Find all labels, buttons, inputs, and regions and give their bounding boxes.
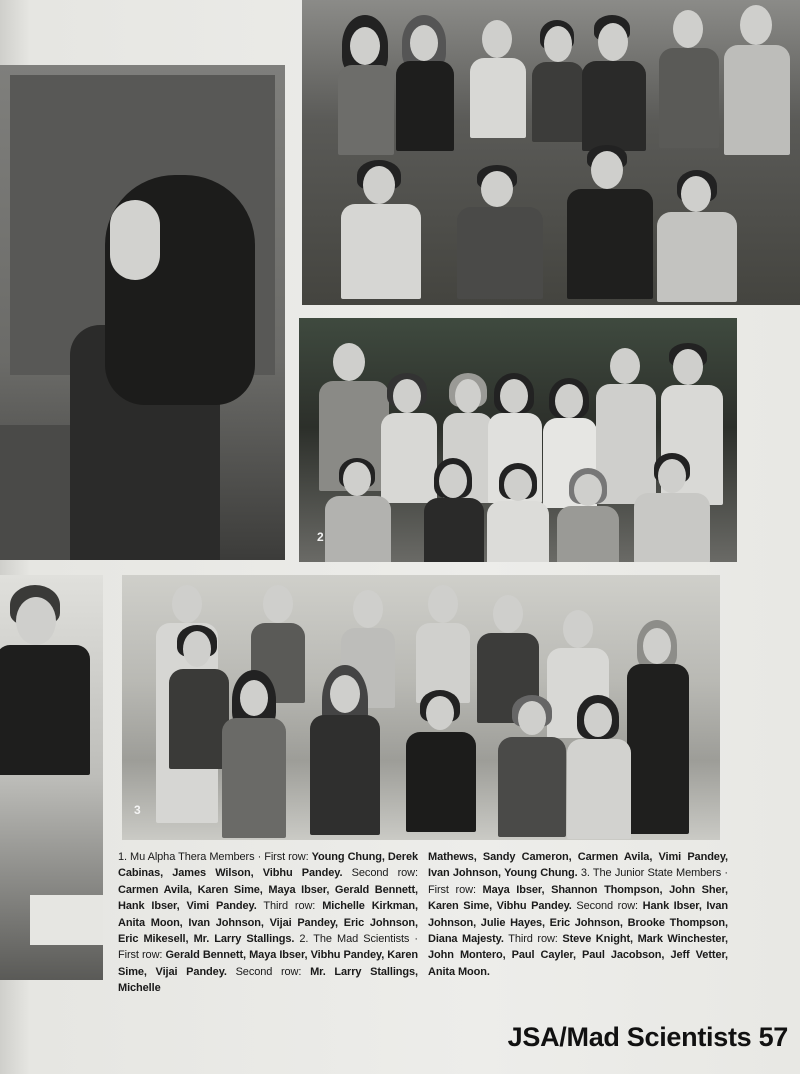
caption-names: Steve Knight, Mark Winchester, John Montero, Paul Cayler, Paul Jacobson, Jeff Vetter, Anita Moon. xyxy=(428,933,728,978)
caption-column-2 xyxy=(428,849,728,980)
lectern xyxy=(0,425,70,560)
caption-label: 3. The Junior State Members · First row: xyxy=(428,867,729,896)
caption-names: Gerald Bennett, Maya Ibser, Vibhu Pandey, Karen Sime, Vijai Pandey. xyxy=(118,949,418,978)
photo-student-in-sweater xyxy=(0,575,103,980)
caption-label: Third row: xyxy=(256,900,323,913)
photo-caption xyxy=(118,849,730,995)
page-folio xyxy=(508,1022,788,1053)
page-number: 57 xyxy=(758,1022,788,1052)
photo-junior-state-group xyxy=(122,575,720,840)
caption-names: Carmen Avila, Karen Sime, Maya Ibser, Gerald Bennett, Hank Ibser, Vimi Pandey. xyxy=(118,883,418,913)
photo-mad-scientists-group xyxy=(299,318,737,562)
caption-names: Mr. Larry Stallings, Michelle xyxy=(118,965,418,995)
section-title: JSA/Mad Scientists xyxy=(507,1022,752,1052)
caption-label: 1. Mu Alpha Thera Members · First row: xyxy=(118,851,312,863)
caption-label: Second row: xyxy=(226,965,311,978)
photo-number: 3 xyxy=(134,803,141,817)
photo-student-at-chalkboard xyxy=(0,65,285,560)
caption-names: Maya Ibser, Shannon Thompson, John Sher, Karen Sime, Vibhu Pandey. xyxy=(428,883,728,913)
caption-names: Mathews, Sandy Cameron, Carmen Avila, Vimi Pandey, Ivan Johnson, Young Chung. xyxy=(428,851,728,880)
caption-label: Second row: xyxy=(571,900,643,913)
desk xyxy=(30,895,103,945)
student-face xyxy=(110,200,160,280)
caption-names: Michelle Kirkman, Anita Moon, Ivan Johnson, Vijai Pandey, Eric Johnson, Eric Mikesell, Mr. Larry Stallings. xyxy=(118,900,418,946)
photo-number: 2 xyxy=(317,530,324,544)
caption-names: Young Chung, Derek Cabinas, James Wilson, Vibhu Pandey. xyxy=(118,851,418,880)
caption-names: Hank Ibser, Ivan Johnson, Julie Hayes, Eric Johnson, Brooke Thompson, Diana Majesty. xyxy=(428,900,728,946)
photo-mu-alpha-theta-group xyxy=(302,0,800,305)
caption-label: 2. The Mad Scientists · First row: xyxy=(118,933,418,962)
caption-column-1 xyxy=(118,849,418,997)
caption-label: Second row: xyxy=(342,867,418,880)
caption-label: Third row: xyxy=(503,933,563,946)
